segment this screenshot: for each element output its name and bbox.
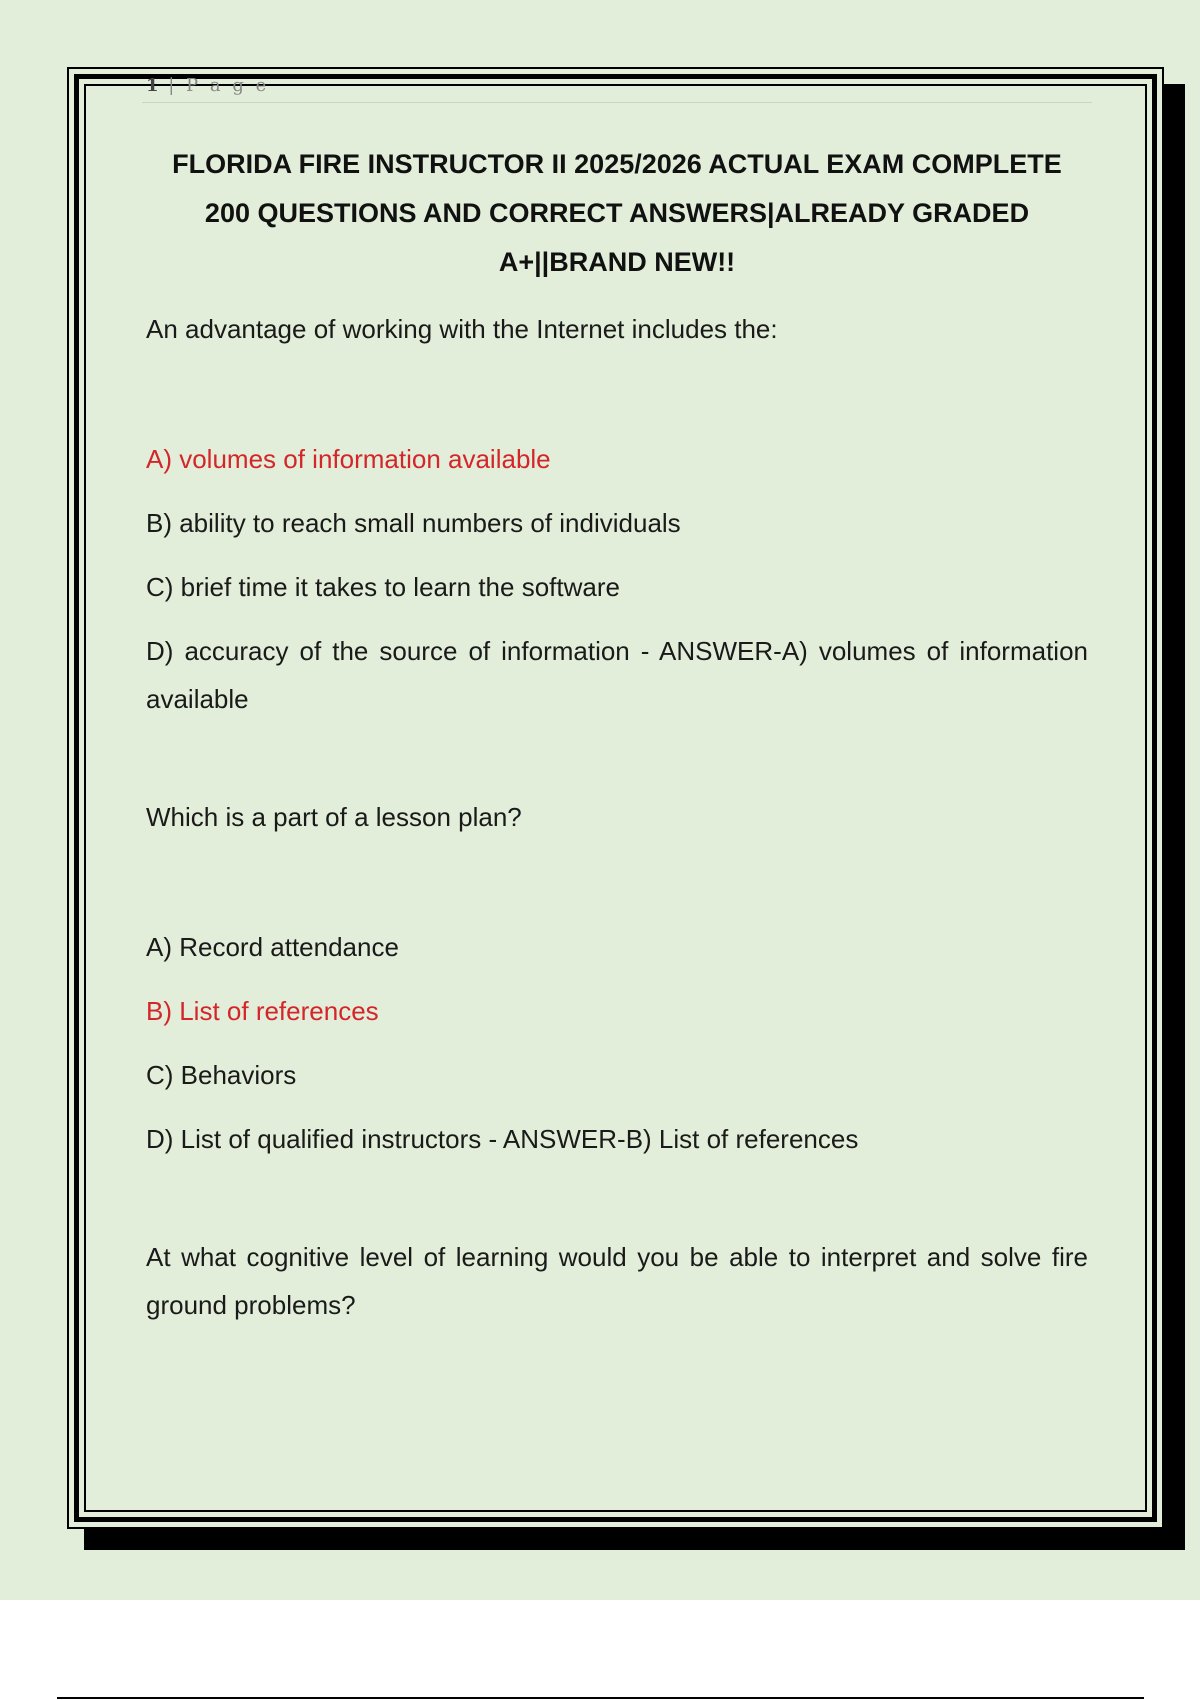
answer-option-with-key: D) List of qualified instructors - ANSWER-B) List of references [146, 1124, 859, 1154]
question-text: At what cognitive level of learning would you be able to interpret and solve fire ground problems? [146, 1242, 1088, 1320]
document-title [146, 140, 1088, 287]
page-number: 1 [146, 76, 160, 96]
answer-option: C) brief time it takes to learn the software [146, 572, 620, 602]
answer-option: A) Record attendance [146, 932, 399, 962]
header-divider [142, 102, 1092, 103]
document-body [146, 140, 1088, 1329]
answer-option: C) Behaviors [146, 1060, 297, 1090]
page-label: | P a g e [168, 76, 270, 96]
title-line: FLORIDA FIRE INSTRUCTOR II 2025/2026 ACTUAL EXAM COMPLETE [172, 149, 1062, 179]
title-line: 200 QUESTIONS AND CORRECT ANSWERS|ALREADY GRADED [204, 198, 1030, 228]
title-line: A+||BRAND NEW!! [498, 247, 736, 277]
page-header [146, 76, 269, 98]
answer-option-with-key: D) accuracy of the source of information - ANSWER-A) volumes of information available [146, 636, 1088, 714]
question-text: An advantage of working with the Internet includes the: [146, 314, 778, 344]
answer-option: B) ability to reach small numbers of individuals [146, 508, 681, 538]
answer-option-correct: B) List of references [146, 996, 379, 1026]
question-text: Which is a part of a lesson plan? [146, 802, 522, 832]
answer-option-correct: A) volumes of information available [146, 444, 551, 474]
footer-divider [57, 1697, 1144, 1699]
